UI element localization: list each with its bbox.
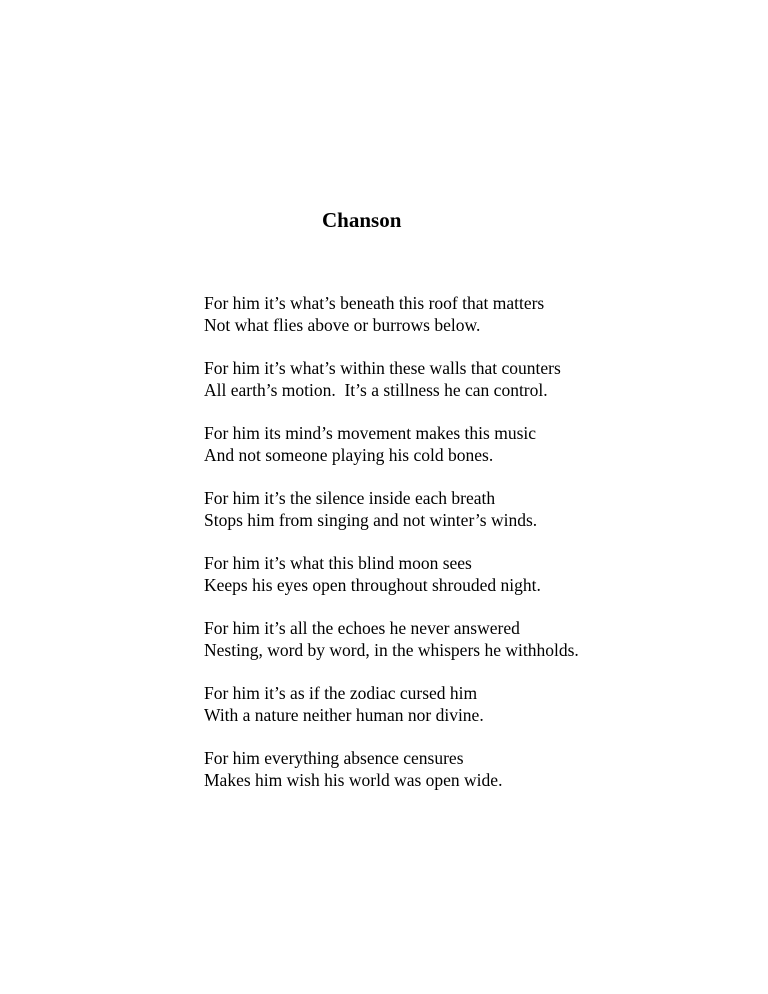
stanza-5 (204, 552, 724, 596)
poem-line: All earth’s motion. It’s a stillness he can control. (204, 380, 548, 400)
poem-body (204, 292, 724, 812)
poem-line: Stops him from singing and not winter’s winds. (204, 510, 538, 530)
poem-line: For him everything absence censures (204, 748, 464, 768)
poem-line: With a nature neither human nor divine. (204, 705, 484, 725)
poem-line: Makes him wish his world was open wide. (204, 770, 503, 790)
stanza-6 (204, 617, 724, 661)
poem-line: Keeps his eyes open throughout shrouded night. (204, 575, 541, 595)
poem-line: Nesting, word by word, in the whispers he withholds. (204, 640, 579, 660)
poem-line: For him it’s what’s beneath this roof that matters (204, 293, 545, 313)
poem-line: Not what flies above or burrows below. (204, 315, 481, 335)
stanza-2 (204, 357, 724, 401)
stanza-8 (204, 747, 724, 791)
stanza-4 (204, 487, 724, 531)
poem-line: For him it’s the silence inside each breath (204, 488, 496, 508)
poem-line: For him it’s what this blind moon sees (204, 553, 472, 573)
stanza-3 (204, 422, 724, 466)
poem-line: For him its mind’s movement makes this music (204, 423, 537, 443)
poem-line: For him it’s all the echoes he never answered (204, 618, 520, 638)
poem-line: For him it’s as if the zodiac cursed him (204, 683, 478, 703)
poem-line: For him it’s what’s within these walls that counters (204, 358, 561, 378)
poem-line: And not someone playing his cold bones. (204, 445, 494, 465)
stanza-1 (204, 292, 724, 336)
stanza-7 (204, 682, 724, 726)
poem-title: Chanson (322, 208, 402, 232)
